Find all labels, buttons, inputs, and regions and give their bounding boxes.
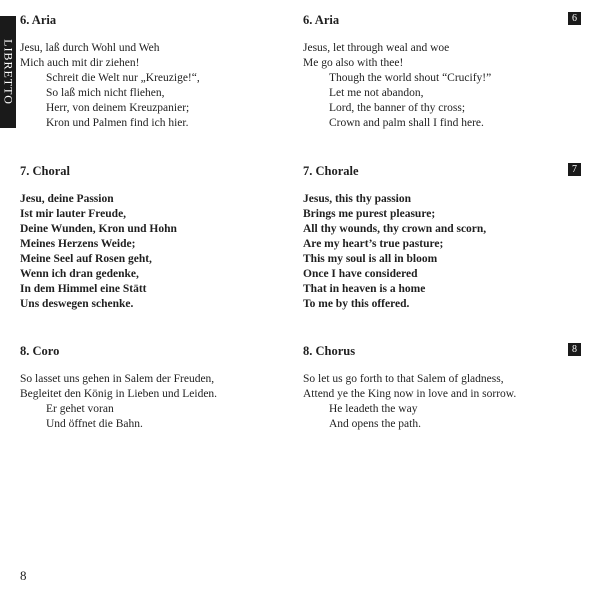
verse-line: Herr, von deinem Kreuzpanier;: [46, 102, 190, 114]
verse-line: So lasset uns gehen in Salem der Freuden,: [20, 373, 215, 385]
verse-lines: [303, 372, 563, 432]
section-heading: 7. Choral: [20, 164, 70, 178]
verse-line: This my soul is all in bloom: [303, 253, 438, 265]
libretto-side-tab: [0, 16, 16, 128]
section-heading: 6. Aria: [20, 13, 57, 27]
verse-line: Are my heart’s true pasture;: [303, 238, 444, 250]
verse-line: Jesus, this thy passion: [303, 193, 412, 205]
section-heading: 8. Coro: [20, 344, 60, 358]
verse-lines: [20, 372, 280, 432]
section-6-english: [303, 12, 563, 131]
verse-line: Wenn ich dran gedenke,: [20, 268, 139, 280]
verse-line: Jesu, deine Passion: [20, 193, 114, 205]
verse-line: Once I have considered: [303, 268, 418, 280]
verse-line: Schreit die Welt nur „Kreuzige!“,: [46, 72, 200, 84]
verse-line: Me go also with thee!: [303, 57, 404, 69]
verse-line: Und öffnet die Bahn.: [46, 418, 143, 430]
verse-line: Jesu, laß durch Wohl und Weh: [20, 42, 160, 54]
side-tab-label: LIBRETTO: [1, 39, 16, 105]
section-8-english: [303, 343, 563, 432]
section-heading: 8. Chorus: [303, 344, 356, 358]
verse-line: That in heaven is a home: [303, 283, 426, 295]
verse-line: Meine Seel auf Rosen geht,: [20, 253, 152, 265]
section-heading: 6. Aria: [303, 13, 340, 27]
section-7-english: [303, 163, 563, 312]
section-6-german: [20, 12, 280, 131]
verse-line: In dem Himmel eine Stätt: [20, 283, 147, 295]
verse-line: All thy wounds, thy crown and scorn,: [303, 223, 487, 235]
verse-line: Kron und Palmen find ich hier.: [46, 117, 189, 129]
verse-line: And opens the path.: [329, 418, 421, 430]
verse-line: Er gehet voran: [46, 403, 114, 415]
verse-line: Mich auch mit dir ziehen!: [20, 57, 140, 69]
verse-line: Begleitet den König in Lieben und Leiden.: [20, 388, 218, 400]
verse-line: Crown and palm shall I find here.: [329, 117, 484, 129]
verse-lines: [20, 41, 280, 131]
section-heading: 7. Chorale: [303, 164, 359, 178]
verse-line: To me by this offered.: [303, 298, 410, 310]
verse-line: Attend ye the King now in love and in sorrow.: [303, 388, 517, 400]
verse-lines: [303, 41, 563, 131]
page-number: 8: [20, 568, 27, 583]
verse-line: So let us go forth to that Salem of gladness,: [303, 373, 504, 385]
verse-line: Brings me purest pleasure;: [303, 208, 436, 220]
verse-line: Deine Wunden, Kron und Hohn: [20, 223, 177, 235]
verse-line: Let me not abandon,: [329, 87, 424, 99]
verse-line: Lord, the banner of thy cross;: [329, 102, 466, 114]
section-8-german: [20, 343, 280, 432]
verse-line: Uns deswegen schenke.: [20, 298, 134, 310]
verse-line: Though the world shout “Crucify!”: [329, 72, 492, 84]
verse-line: Jesus, let through weal and woe: [303, 42, 450, 54]
track-number-badge: 8: [568, 343, 581, 356]
verse-line: So laß mich nicht fliehen,: [46, 87, 165, 99]
verse-line: Ist mir lauter Freude,: [20, 208, 127, 220]
verse-lines: [303, 192, 563, 312]
track-number-badge: 7: [568, 163, 581, 176]
verse-line: Meines Herzens Weide;: [20, 238, 136, 250]
section-7-german: [20, 163, 280, 312]
track-number-badge: 6: [568, 12, 581, 25]
verse-line: He leadeth the way: [329, 403, 418, 415]
verse-lines: [20, 192, 280, 312]
